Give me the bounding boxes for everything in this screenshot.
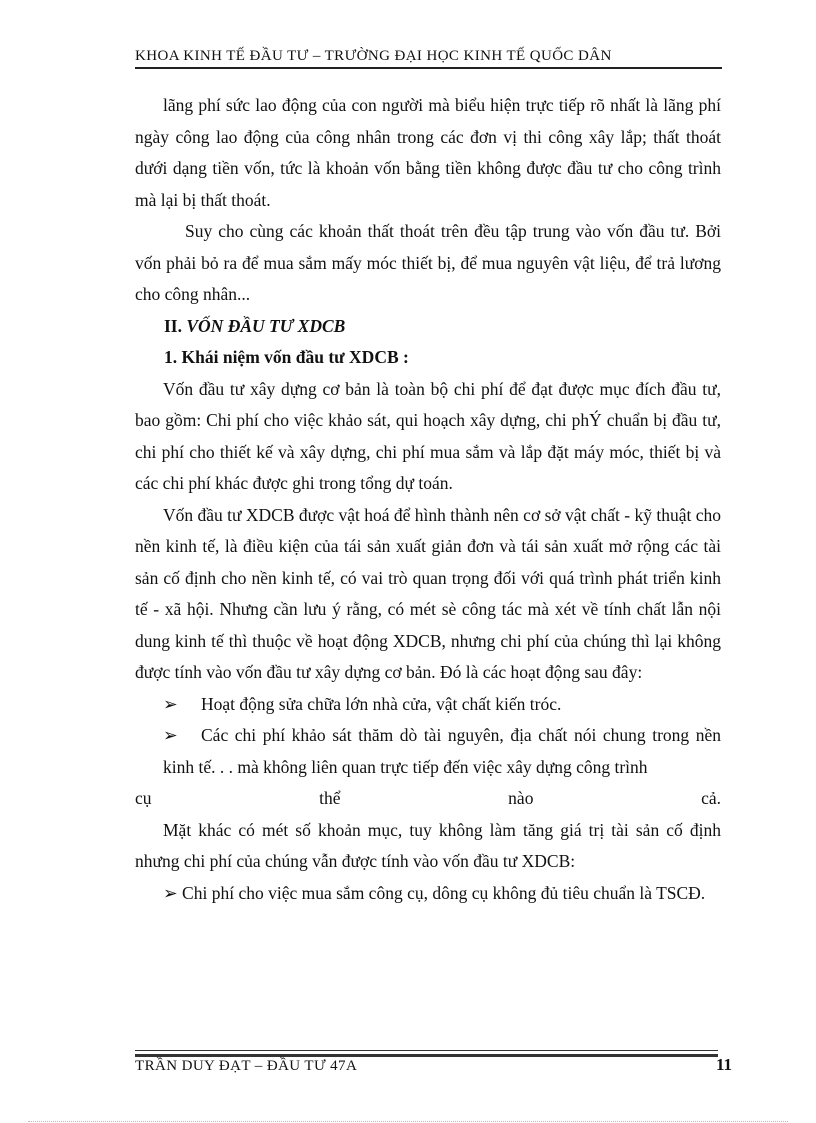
section-heading: [135, 311, 721, 343]
paragraph-5: Mặt khác có mét số khoản mục, tuy không làm tăng giá trị tài sản cố định nhưng chi phí của chúng vẫn được tính vào vốn đầu tư XDCB:: [135, 819, 721, 871]
arrow-bullet-icon: ➢: [163, 725, 178, 745]
section-title: VỐN ĐẦU TƯ XDCB: [186, 315, 346, 336]
bullet-text: Các chi phí khảo sát thăm dò tài nguyên, địa chất nói chung trong nền kinh tế. . . mà không liên quan trực tiếp đến việc xây dựng công trình: [163, 725, 721, 777]
header-rule: [135, 67, 722, 69]
subsection-heading: 1. Khái niệm vốn đầu tư XDCB :: [164, 347, 409, 367]
bullet-item-1: [135, 689, 721, 721]
page-margin-guide: [28, 1121, 788, 1122]
footer-rule-thick: [135, 1054, 718, 1057]
paragraph-3: Vốn đầu tư xây dựng cơ bản là toàn bộ chi phí để đạt được mục đích đầu tư, bao gồm: Chi phí cho việc khảo sát, qui hoạch xây dựng, chi phÝ chuẩn bị đầu tư, chi phí cho thiết kế và xây dựng, chi phí mua sắm và lắp đặt máy móc, thiết bị và các chi phí khác được ghi trong tổng dự toán.: [135, 378, 721, 493]
page-number: 11: [716, 1055, 733, 1074]
document-body: [135, 90, 721, 909]
arrow-bullet-icon: ➢: [163, 693, 178, 714]
footer-author: TRẦN DUY ĐẠT – ĐẦU TƯ 47A: [135, 1058, 358, 1074]
paragraph-2: Suy cho cùng các khoản thất thoát trên đều tập trung vào vốn đầu tư. Bởi vốn phải bỏ ra để mua sắm mấy móc thiết bị, để mua nguyên vật liệu, để trả lương cho công nhân...: [135, 221, 721, 304]
bullet-text: Hoạt động sửa chữa lớn nhà cửa, vật chất kiến tróc.: [201, 693, 562, 714]
section-number: II.: [164, 315, 182, 336]
paragraph-4: Vốn đầu tư XDCB được vật hoá để hình thành nên cơ sở vật chất - kỹ thuật cho nền kinh tế, là điều kiện của tái sản xuất giản đơn và tái sản xuất mở rộng các tài sản cố định cho nền kinh tế, có vai trò quan trọng đối với quá trình phát triển kinh tế - xã hội. Nhưng cần lưu ý rằng, có mét sè công tác mà xét về tính chất lẫn nội dung kinh tế thì thuộc về hoạt động XDCB, nhưng chi phí của chúng thì lại không được tính vào vốn đầu tư xây dựng cơ bản. Đó là các hoạt động sau đây:: [135, 504, 722, 682]
bullet-item-2: [135, 720, 721, 783]
bullet-item-3: [135, 878, 721, 910]
footer-rule-thin: [135, 1050, 718, 1051]
page-header: KHOA KINH TẾ ĐẦU TƯ – TRƯỜNG ĐẠI HỌC KINH TẾ QUỐC DÂN: [135, 48, 612, 64]
paragraph-1: lãng phí sức lao động của con người mà biểu hiện trực tiếp rõ nhất là lãng phí ngày công lao động của công nhân trong các đơn vị thi công xây lắp; thất thoát dưới dạng tiền vốn, tức là khoản vốn bằng tiền không được đầu tư cho công trình mà lại bị thất thoát.: [135, 95, 721, 210]
bullet-item-2-tail: cụ thể nào cả.: [135, 788, 721, 808]
bullet-text: Chi phí cho việc mua sắm công cụ, dông cụ không đủ tiêu chuẩn là TSCĐ.: [182, 882, 706, 903]
arrow-bullet-icon: ➢: [163, 882, 183, 903]
